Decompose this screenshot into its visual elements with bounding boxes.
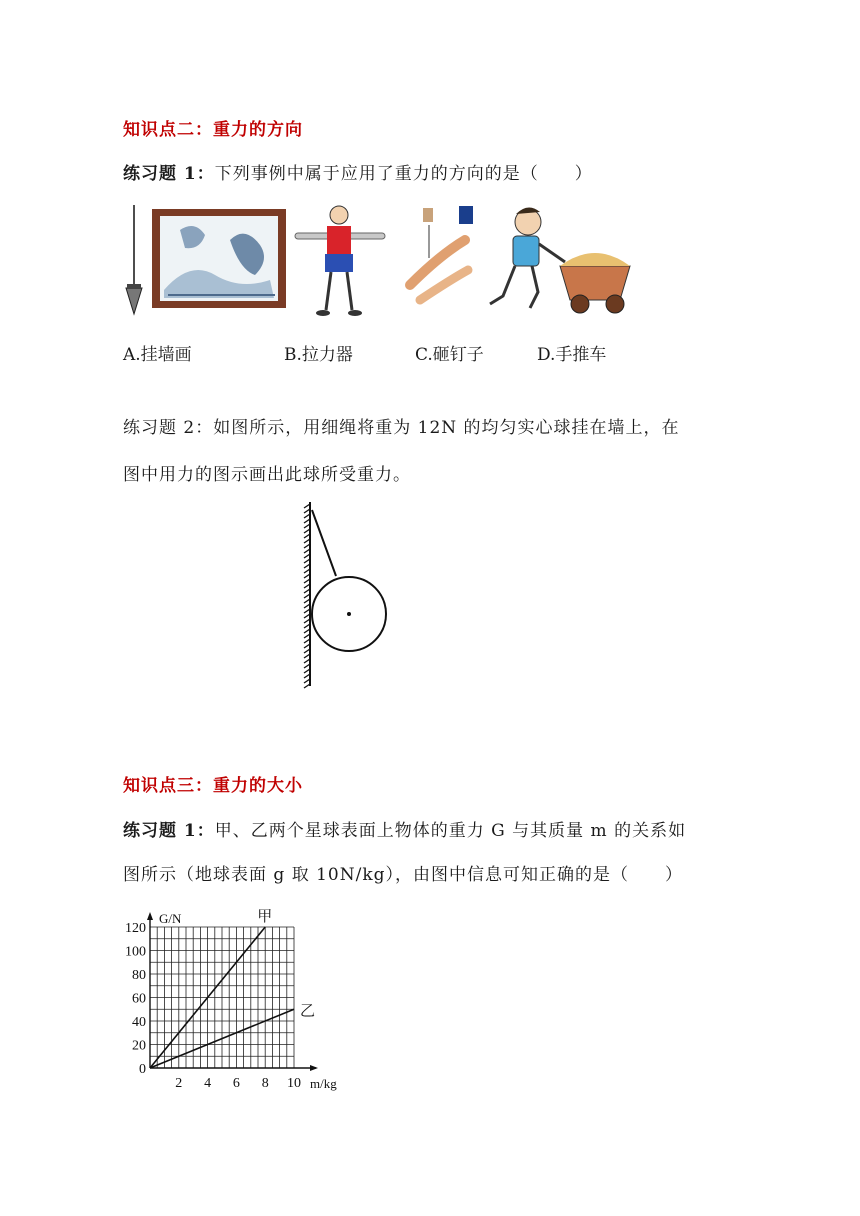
exercise-3-line-1 [123,816,686,841]
y-axis-arrow [147,912,153,920]
series-label: 甲 [257,909,273,925]
chest-expander-image [295,206,385,316]
exercise-label: 练习题 1： [123,821,215,841]
x-tick-label: 4 [204,1076,212,1091]
exercise-1-question [123,159,593,184]
exercise-2-line-2: 图中用力的图示画出此球所受重力。 [123,465,411,485]
y-tick-label: 0 [139,1062,146,1077]
option-d: D.手推车 [537,345,607,365]
x-axis-label: m/kg [310,1076,337,1091]
series-label: 乙 [300,1003,316,1020]
exercise-1-illustrations [120,200,640,325]
hammer-nail-image [410,206,473,300]
exercise-label: 练习题 1： [123,164,215,184]
wall-ball-diagram [296,500,396,690]
gravity-mass-chart [120,900,360,1095]
x-axis-arrow [310,1065,318,1071]
option-b: B.拉力器 [284,345,353,365]
exercise-text: 下列事例中属于应用了重力的方向的是（ ） [214,164,593,184]
option-c: C.砸钉子 [415,345,484,365]
framed-painting-image [152,209,286,308]
option-a: A.挂墙画 [123,345,192,365]
section-heading-gravity-direction: 知识点二：重力的方向 [123,120,303,140]
y-tick-label: 120 [125,921,146,936]
y-tick-label: 40 [132,1015,146,1030]
pushcart-image [490,207,630,313]
x-tick-label: 10 [287,1076,301,1091]
y-axis-label: G/N [159,911,182,926]
x-tick-label: 6 [232,1076,240,1091]
section-heading-gravity-magnitude: 知识点三：重力的大小 [123,776,303,796]
y-tick-label: 100 [125,944,146,960]
exercise-3-line-2: 图所示（地球表面 g 取 10N/kg），由图中信息可知正确的是（ ） [123,865,684,885]
plumb-bob-image [126,205,142,314]
x-tick-label: 8 [261,1076,269,1091]
exercise-text: 甲、乙两个星球表面上物体的重力 G 与其质量 m 的关系如 [214,821,687,841]
exercise-2-line-1: 练习题 2：如图所示，用细绳将重为 12N 的均匀实心球挂在墙上，在 [123,418,680,438]
x-tick-label: 2 [175,1076,183,1091]
y-tick-label: 20 [132,1038,146,1054]
y-tick-label: 80 [132,968,146,983]
y-tick-label: 60 [132,991,146,1007]
